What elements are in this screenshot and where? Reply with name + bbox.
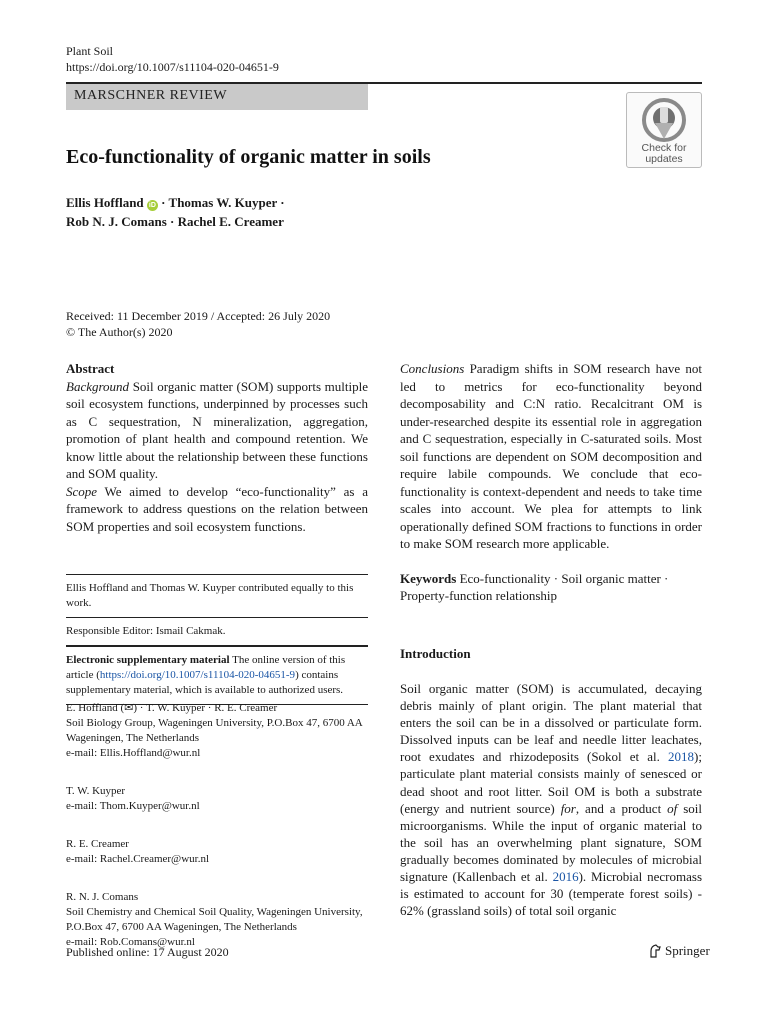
intro-text: ). Microbial necromass is estimated to account for 30 (temperate forest soils) - 62% (grassland soils) of total soil organic <box>400 869 703 919</box>
copyright: © The Author(s) 2020 <box>66 325 173 339</box>
scope-text: We aimed to develop “eco-functionality” as a framework to address questions on the relation between SOM properties and soil ecosystem functions. <box>66 483 368 534</box>
badge-line-1: Check for <box>641 142 687 154</box>
background-label: Background <box>66 378 130 394</box>
intro-text: Soil organic matter (SOM) is accumulated, decaying debris mainly of plant origin. The plant material that enters the soil can be in a dissolved or particulate form. Dissolved inputs can be leaf and needle litter leachates, root exudates and rhizodeposits (Sokol et al. <box>400 681 702 765</box>
author-hoffland[interactable]: Ellis Hoffland <box>66 195 144 210</box>
conclusions-text: Paradigm shifts in SOM research have not led to metrics for eco-functionality beyond decomposability and C:N ratio. Recalcitrant OM is under-researched despite its essential role in aggregation and C sequestration, especially in C-saturated soils. Most soil functions are dependent on SOM decomposition and require labile compounds. We conclude that eco-functionality is context-dependent and needs to take time scales into account. We plea for attempts to link operationally defined SOM fractions to functions in order to make SOM research more applicable. <box>400 361 702 551</box>
abstract-background <box>66 378 368 483</box>
contact-name: R. E. Creamer <box>66 838 129 850</box>
abstract-left <box>66 360 368 535</box>
abstract-heading: Abstract <box>66 361 115 376</box>
esm-label: Electronic supplementary material <box>66 654 230 666</box>
contact-name: R. N. J. Comans <box>66 891 139 903</box>
equal-contribution-note: Ellis Hoffland and Thomas W. Kuyper contributed equally to this work. <box>66 582 354 609</box>
keywords <box>400 570 702 605</box>
keywords-label: Keywords <box>400 570 457 586</box>
editor-note: Responsible Editor: Ismail Cakmak. <box>66 625 226 637</box>
conclusions-label: Conclusions <box>400 361 465 376</box>
keywords-text: Eco-functionality · Soil organic matter · Property-function relationship <box>400 570 669 603</box>
citation-link[interactable]: 2016 <box>552 869 579 885</box>
contact-block <box>66 890 368 950</box>
intro-italic: of <box>667 800 678 816</box>
published-date: Published online: 17 August 2020 <box>66 945 229 959</box>
received-accepted: Received: 11 December 2019 / Accepted: 26 July 2020 <box>66 309 331 323</box>
author-contacts <box>66 701 368 973</box>
contact-email[interactable]: e-mail: Ellis.Hoffland@wur.nl <box>66 747 201 759</box>
contact-block <box>66 784 368 814</box>
contact-affiliation: Soil Chemistry and Chemical Soil Quality, Wageningen University, P.O.Box 47, 6700 AA Wageningen, The Netherlands <box>66 906 363 933</box>
introduction-heading: Introduction <box>400 646 471 661</box>
citation-link[interactable]: 2018 <box>668 749 695 765</box>
crossmark-icon <box>641 97 687 143</box>
check-for-updates-badge[interactable] <box>626 92 702 168</box>
author-line-2[interactable]: Rob N. J. Comans · Rachel E. Creamer <box>66 214 284 229</box>
footnotes <box>66 574 368 705</box>
intro-italic: for <box>560 800 576 816</box>
author-list <box>66 193 285 231</box>
publisher-logo[interactable] <box>648 943 710 959</box>
section-label-bar <box>66 84 368 110</box>
badge-line-2: updates <box>645 153 683 165</box>
abstract-scope <box>66 483 368 536</box>
publisher-name: Springer <box>665 943 710 958</box>
esm-note <box>66 647 368 704</box>
abstract-right <box>400 360 702 618</box>
springer-horse-icon <box>648 944 662 958</box>
esm-link[interactable]: https://doi.org/10.1007/s11104-020-04651-9 <box>99 669 296 681</box>
intro-text: soil microorganisms. While the input of organic material to the soil has an overwhelming plant signature, SOM gradually becomes dominated by molecules of microbial signature (Kallenbach et al. <box>400 800 702 885</box>
section-label: MARSCHNER REVIEW <box>74 88 228 103</box>
contact-affiliation: Soil Biology Group, Wageningen University, P.O.Box 47, 6700 AA Wageningen, The Netherlands <box>66 717 363 744</box>
contact-email[interactable]: e-mail: Rob.Comans@wur.nl <box>66 936 195 948</box>
introduction-paragraph <box>400 680 702 919</box>
contact-block <box>66 837 368 867</box>
article-doi[interactable]: https://doi.org/10.1007/s11104-020-04651-9 <box>66 60 279 74</box>
journal-header <box>66 43 279 75</box>
intro-text: ); particulate plant material consists mainly of senesced or dead shoot and root litter. Soil OM is both a substrate (energy and nutrient source) <box>400 749 702 816</box>
abstract-conclusions <box>400 360 702 553</box>
article-dates <box>66 308 330 340</box>
background-text: Soil organic matter (SOM) supports multiple soil ecosystem functions, underpinned by processes such as C sequestration, N mineralization, aggregation, promotion of plant health and compound retention. We know little about the relationship between these functions and SOM quality. <box>66 378 368 481</box>
introduction-body <box>400 680 702 919</box>
contact-email[interactable]: e-mail: Rachel.Creamer@wur.nl <box>66 853 209 865</box>
journal-name: Plant Soil <box>66 44 114 58</box>
orcid-icon[interactable]: iD <box>148 202 156 209</box>
author-kuyper[interactable]: · Thomas W. Kuyper · <box>157 195 285 210</box>
esm-text: The online version of this article ( <box>66 654 346 681</box>
contact-block <box>66 701 368 761</box>
contact-email[interactable]: e-mail: Thom.Kuyper@wur.nl <box>66 800 200 812</box>
scope-label: Scope <box>66 483 98 499</box>
esm-text-end: ) contains supplementary material, which is available to authorized users. <box>66 669 344 696</box>
intro-text: , and a product <box>575 800 668 816</box>
contact-name: E. Hoffland (✉) · T. W. Kuyper · R. E. Creamer <box>66 702 278 714</box>
article-title: Eco-functionality of organic matter in soils <box>66 146 431 168</box>
contact-name: T. W. Kuyper <box>66 785 126 797</box>
